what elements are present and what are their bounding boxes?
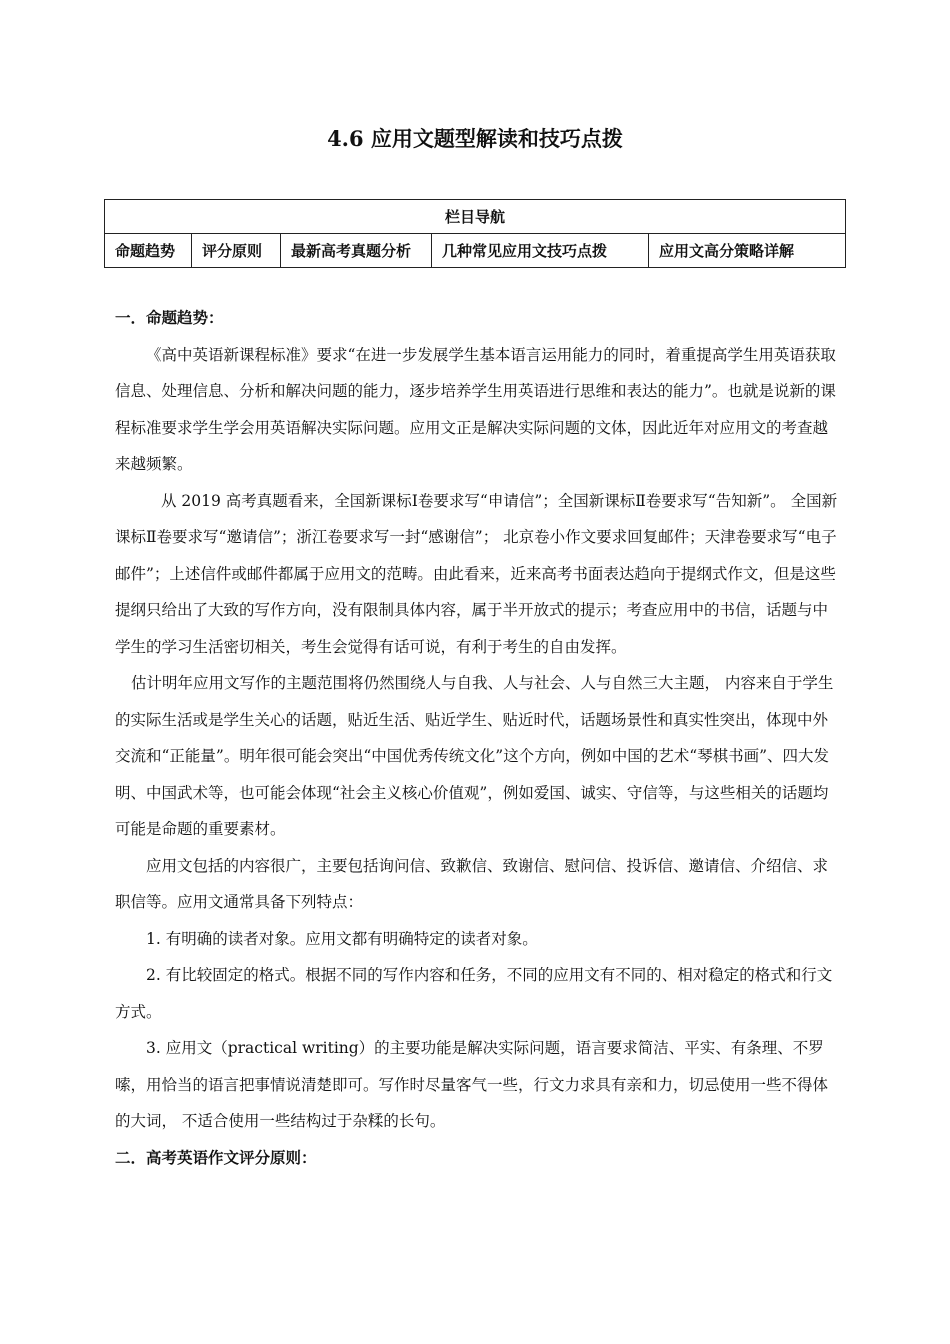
nav-item-exam-analysis[interactable]: 最新高考真题分析 [281,234,432,268]
page-title: 4.6 应用文题型解读和技巧点拨 [327,126,623,151]
document-body [115,300,840,1176]
list-item: 2. 有比较固定的格式。根据不同的写作内容和任务，不同的应用文有不同的、相对稳定的格式和行文方式。 [115,966,833,1021]
nav-header: 栏目导航 [105,200,846,234]
paragraph: 应用文包括的内容很广，主要包括询问信、致歉信、致谢信、慰问信、投诉信、邀请信、介绍信、求职信等。应用文通常具备下列特点： [115,856,829,911]
nav-item-scoring[interactable]: 评分原则 [192,234,281,268]
list-item: 1. 有明确的读者对象。应用文都有明确特定的读者对象。 [146,929,538,948]
section-heading-1: 一．命题趋势： [115,308,224,327]
nav-item-strategy[interactable]: 应用文高分策略详解 [649,234,846,268]
paragraph: 估计明年应用文写作的主题范围将仍然围绕人与自我、人与社会、人与自然三大主题， 内容来自于学生的实际生活或是学生关心的话题，贴近生活、贴近学生、贴近时代，话题场景性和真实性突出，体现中外交流和“正能量”。明年很可能会突出“中国优秀传统文化”这个方向，例如中国的艺术“琴棋书画”、四大发明、中国武术等，也可能会体现“社会主义核心价值观”，例如爱国、诚实、守信等，与这些相关的话题均可能是命题的重要素材。 [115,674,834,838]
section-heading-2: 二．高考英语作文评分原则： [115,1147,317,1167]
nav-item-writing-tips[interactable]: 几种常见应用文技巧点拨 [432,234,649,268]
nav-item-trend[interactable]: 命题趋势 [105,234,192,268]
list-item: 3. 应用文（practical writing）的主要功能是解决实际问题，语言要求简洁、平实、有条理、不罗嗦，用恰当的语言把事情说清楚即可。写作时尽量客气一些，行文力求具有亲和力，切忌使用一些不得体的大词， 不适合使用一些结构过于杂糅的长句。 [115,1039,829,1130]
paragraph: 《高中英语新课程标准》要求“在进一步发展学生基本语言运用能力的同时，着重提高学生用英语获取信息、处理信息、分析和解决问题的能力，逐步培养学生用英语进行思维和表达的能力”。也就是说新的课程标准要求学生学会用英语解决实际问题。应用文正是解决实际问题的文体，因此近年对应用文的考查越来越频繁。 [115,345,836,473]
paragraph: 从 2019 高考真题看来，全国新课标Ⅰ卷要求写“申请信”；全国新课标Ⅱ卷要求写“告知新”。 全国新课标Ⅱ卷要求写“邀请信”；浙江卷要求写一封“感谢信”； 北京卷小作文要求回复邮件；天津卷要求写“电子邮件”；上述信件或邮件都属于应用文的范畴。由此看来，近来高考书面表达趋向于提纲式作文，但是这些提纲只给出了大致的写作方向，没有限制具体内容，属于半开放式的提示；考查应用中的书信，话题与中学生的学习生活密切相关，考生会觉得有话可说，有利于考生的自由发挥。 [115,491,838,656]
navigation-table [104,199,846,268]
